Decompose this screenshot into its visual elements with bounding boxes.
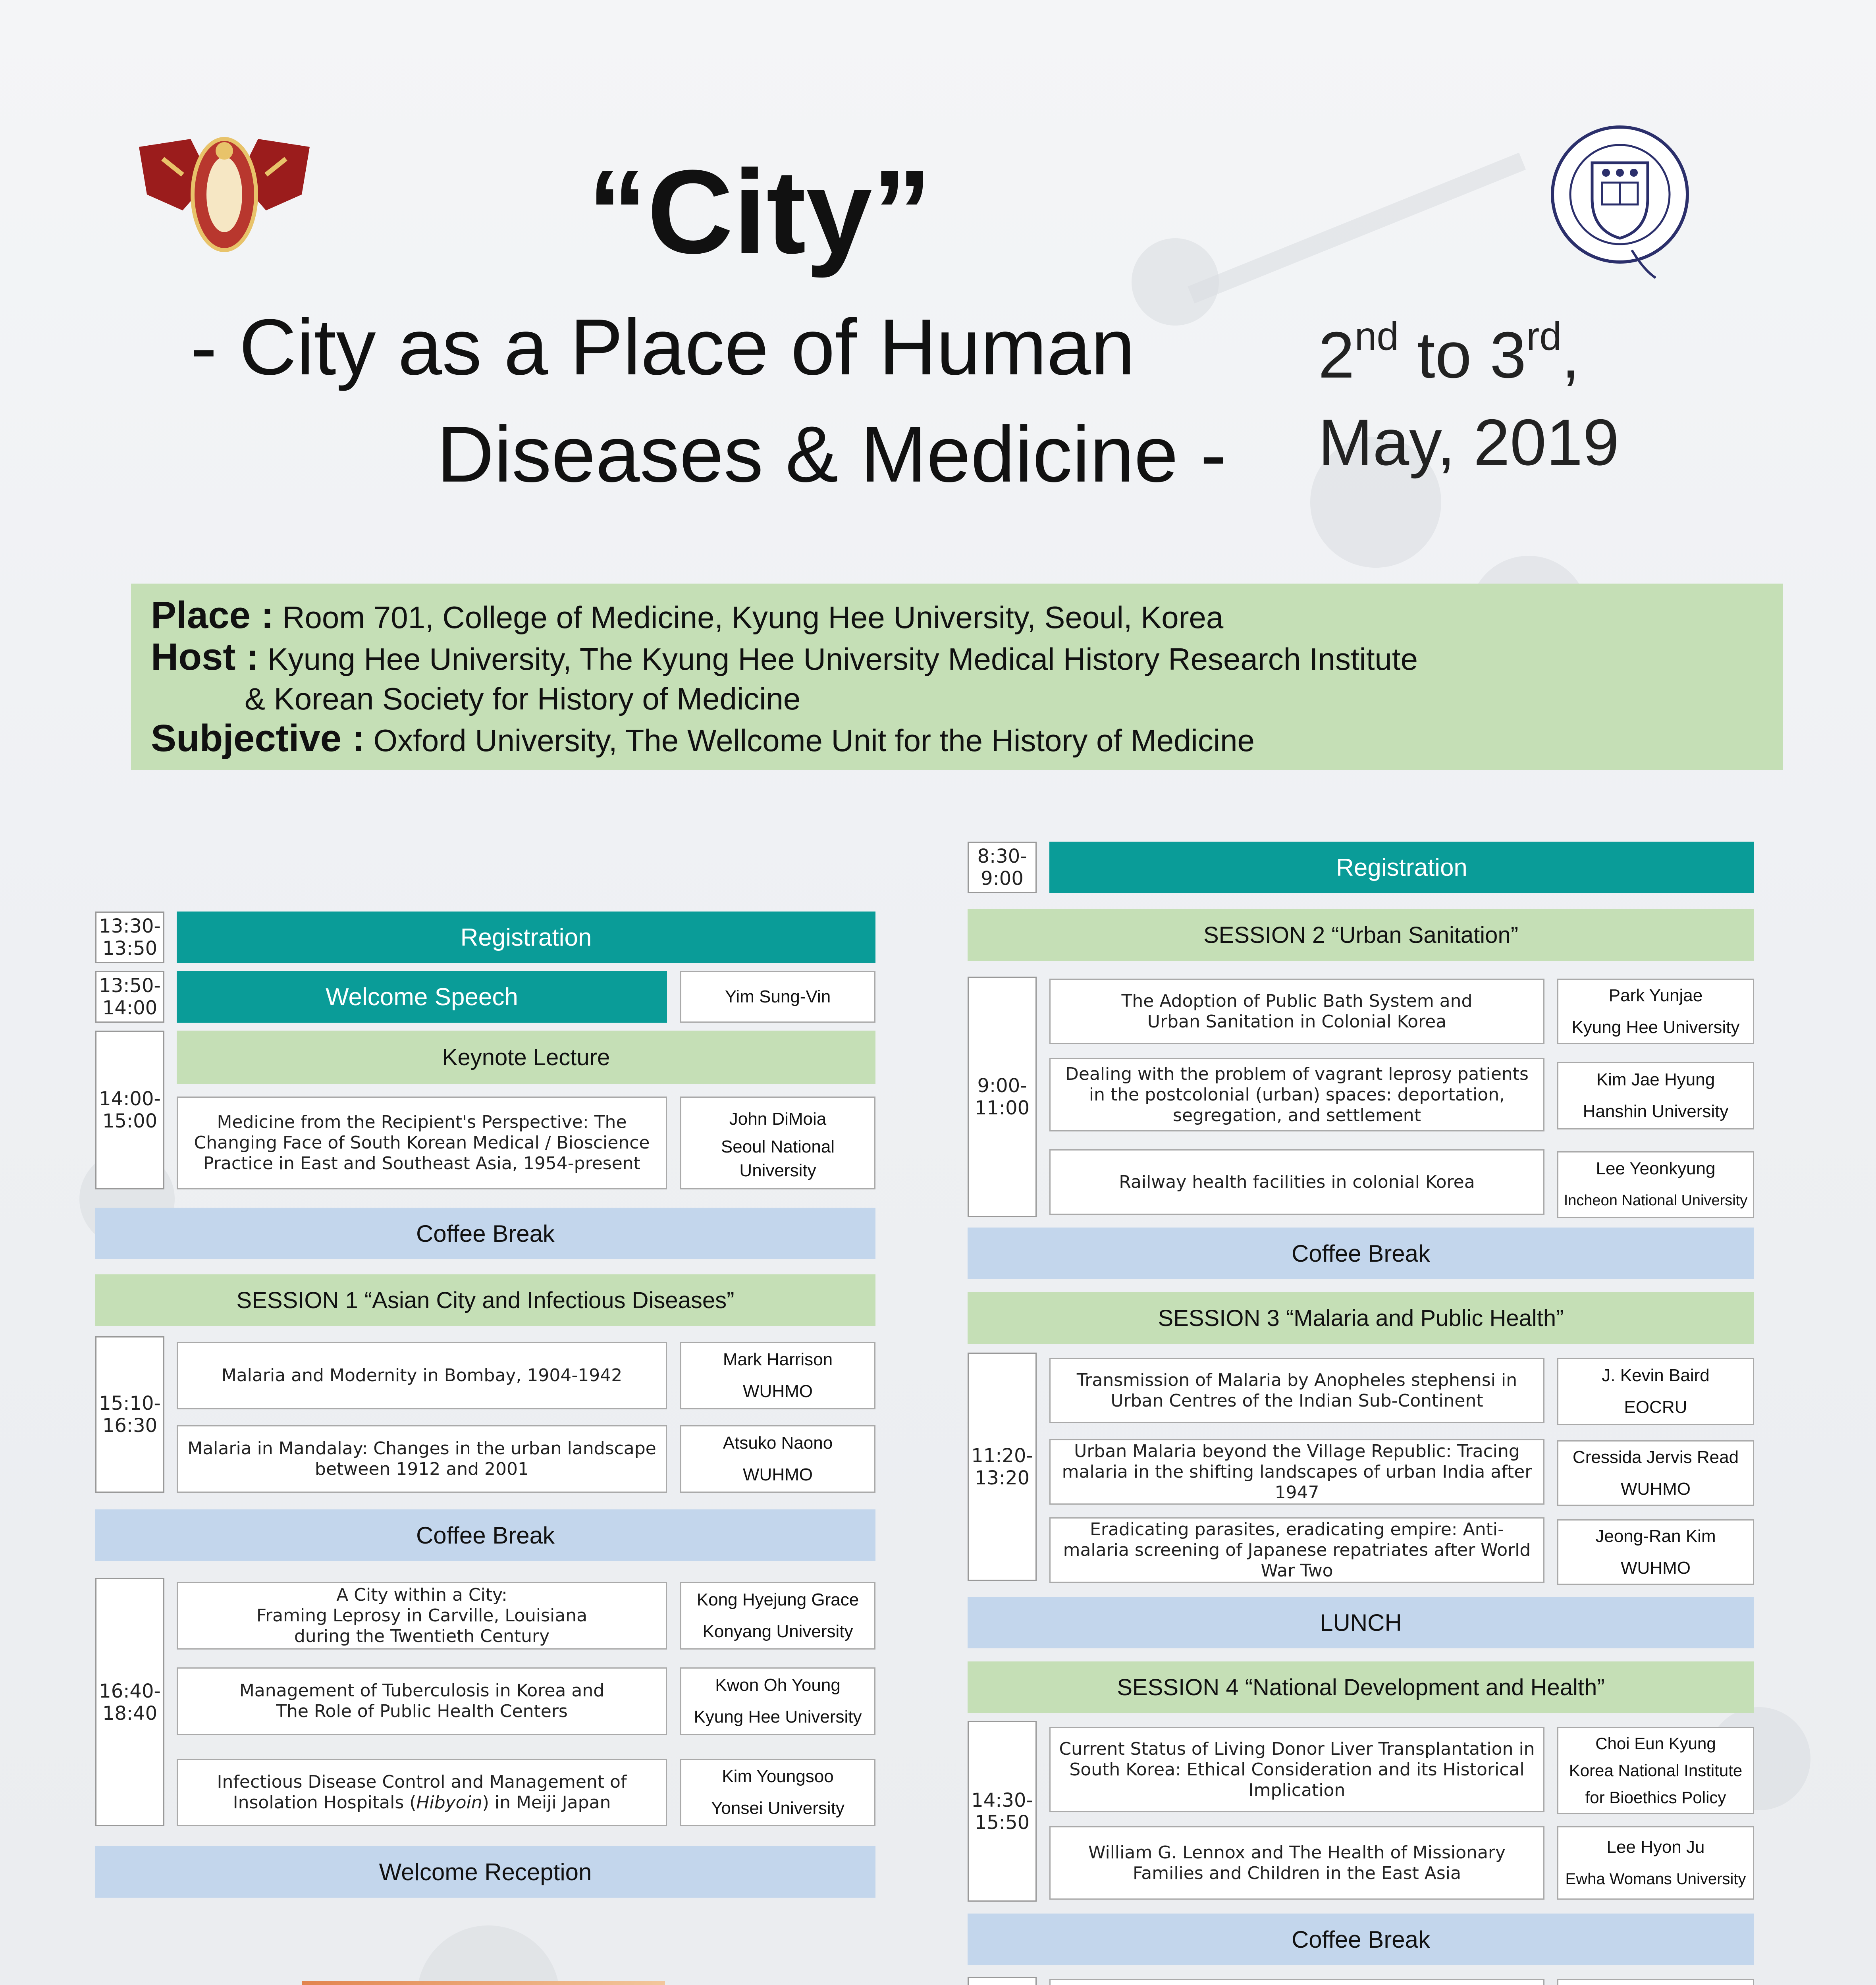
- korean-history-of-medicine-stamp: [302, 1981, 665, 1985]
- speaker-box: J. Kevin Baird EOCRU: [1557, 1358, 1754, 1425]
- coffee-break-bar: Coffee Break: [95, 1208, 875, 1259]
- speaker-box: Kwon Oh Young Kyung Hee University: [680, 1667, 875, 1735]
- registration-bar: Registration: [1049, 842, 1754, 893]
- session-2-title: SESSION 2 “Urban Sanitation”: [968, 909, 1754, 961]
- time-slot: 14:30- 15:50: [968, 1721, 1037, 1902]
- speaker-box: Lee Yeonkyung Incheon National University: [1557, 1151, 1754, 1218]
- session-1-title: SESSION 1 “Asian City and Infectious Diseases”: [95, 1274, 875, 1326]
- talk-title: Dealing with the problem of vagrant leprosy patients in the postcolonial (urban) spaces: deportation, segregation, and settlement: [1049, 1058, 1544, 1131]
- time-slot: 8:30- 9:00: [968, 842, 1037, 893]
- event-info-box: [131, 584, 1783, 770]
- page-title: “City”: [588, 145, 932, 278]
- talk-title: The Adoption of Public Bath System and Urban Sanitation in Colonial Korea: [1049, 979, 1544, 1044]
- time-slot: 13:30- 13:50: [95, 912, 164, 963]
- oxford-crest: [1548, 119, 1699, 286]
- kyung-hee-emblem: [131, 131, 318, 262]
- talk-title: Malaria in Mandalay: Changes in the urban landscape between 1912 and 2001: [177, 1425, 667, 1493]
- talk-title: Malaria and Modernity in Bombay, 1904-1942: [177, 1342, 667, 1409]
- background-molecule: [417, 1925, 560, 1985]
- subtitle-line-1: - City as a Place of Human: [191, 303, 1135, 391]
- coffee-break-bar: Coffee Break: [968, 1914, 1754, 1965]
- time-slot: 9:00- 11:00: [968, 977, 1037, 1217]
- speaker-box: Park Yunjae Kyung Hee University: [1557, 979, 1754, 1044]
- time-slot: [968, 1977, 1037, 1985]
- registration-bar: Registration: [177, 912, 875, 963]
- talk-title: Eradicating parasites, eradicating empire: Anti-malaria screening of Japanese repatriates after World War Two: [1049, 1517, 1544, 1583]
- speaker-box: Kim Youngsoo Yonsei University: [680, 1759, 875, 1826]
- talk-title: Medicine from the Recipient's Perspective: The Changing Face of South Korean Medical / Bioscience Practice in East and Southeast Asia, 1954-present: [177, 1097, 667, 1189]
- talk-title: William G. Lennox and The Health of Missionary Families and Children in the East Asia: [1049, 1826, 1544, 1900]
- speaker-box: Kim Jae Hyung Hanshin University: [1557, 1062, 1754, 1129]
- coffee-break-bar: Coffee Break: [95, 1509, 875, 1561]
- speaker-box: Choi Eun Kyung Korea National Institute for Bioethics Policy: [1557, 1727, 1754, 1814]
- host-row-2: & Korean Society for History of Medicine: [245, 681, 801, 716]
- subjective-row: Subjective : Oxford University, The Wellcome Unit for the History of Medicine: [151, 717, 1255, 759]
- speaker-box: [1557, 1979, 1754, 1985]
- speaker-box: Lee Hyon Ju Ewha Womans University: [1557, 1826, 1754, 1900]
- background-bond: [1188, 153, 1526, 304]
- session-3-title: SESSION 3 “Malaria and Public Health”: [968, 1292, 1754, 1344]
- welcome-reception-bar: Welcome Reception: [95, 1846, 875, 1898]
- event-date-line-1: 2nd to 3rd,: [1318, 314, 1580, 391]
- talk-title: Urban Malaria beyond the Village Republic: Tracing malaria in the shifting landscapes of urban India after 1947: [1049, 1439, 1544, 1505]
- keynote-bar: Keynote Lecture: [177, 1031, 875, 1084]
- talk-title: Management of Tuberculosis in Korea and The Role of Public Health Centers: [177, 1667, 667, 1735]
- talk-title: Current Status of Living Donor Liver Transplantation in South Korea: Ethical Consideration and its Historical Implication: [1049, 1727, 1544, 1812]
- time-slot: 14:00- 15:00: [95, 1031, 164, 1189]
- speaker-box: Jeong-Ran Kim WUHMO: [1557, 1519, 1754, 1585]
- speaker-box: Atsuko Naono WUHMO: [680, 1425, 875, 1493]
- place-row: Place : Room 701, College of Medicine, Kyung Hee University, Seoul, Korea: [151, 594, 1224, 636]
- talk-title: A City within a City: Framing Leprosy in Carville, Louisiana during the Twentieth Century: [177, 1582, 667, 1650]
- time-slot: 11:20- 13:20: [968, 1353, 1037, 1581]
- welcome-speech-bar: Welcome Speech: [177, 971, 667, 1023]
- speaker-box: John DiMoia Seoul National University: [680, 1097, 875, 1189]
- time-slot: 16:40- 18:40: [95, 1578, 164, 1826]
- speaker-box: Mark Harrison WUHMO: [680, 1342, 875, 1409]
- talk-title: Transmission of Malaria by Anopheles stephensi in Urban Centres of the Indian Sub-Continent: [1049, 1358, 1544, 1423]
- talk-title: Railway health facilities in colonial Korea: [1049, 1149, 1544, 1215]
- host-row: Host : Kyung Hee University, The Kyung Hee University Medical History Research Institute: [151, 636, 1418, 678]
- subtitle-line-2: Diseases & Medicine -: [437, 410, 1227, 499]
- time-slot: 15:10- 16:30: [95, 1336, 164, 1493]
- talk-title: Infectious Disease Control and Management of Insolation Hospitals (Hibyoin) in Meiji Japan: [177, 1759, 667, 1826]
- speaker-box: Kong Hyejung Grace Konyang University: [680, 1582, 875, 1650]
- coffee-break-bar: Coffee Break: [968, 1228, 1754, 1279]
- session-4-title: SESSION 4 “National Development and Health”: [968, 1661, 1754, 1713]
- time-slot: 13:50- 14:00: [95, 971, 164, 1023]
- talk-title: [1049, 1979, 1544, 1985]
- speaker-box: Cressida Jervis Read WUHMO: [1557, 1440, 1754, 1506]
- event-date-line-2: May, 2019: [1318, 406, 1620, 479]
- lunch-bar: LUNCH: [968, 1597, 1754, 1648]
- speaker-box: Yim Sung-Vin: [680, 971, 875, 1023]
